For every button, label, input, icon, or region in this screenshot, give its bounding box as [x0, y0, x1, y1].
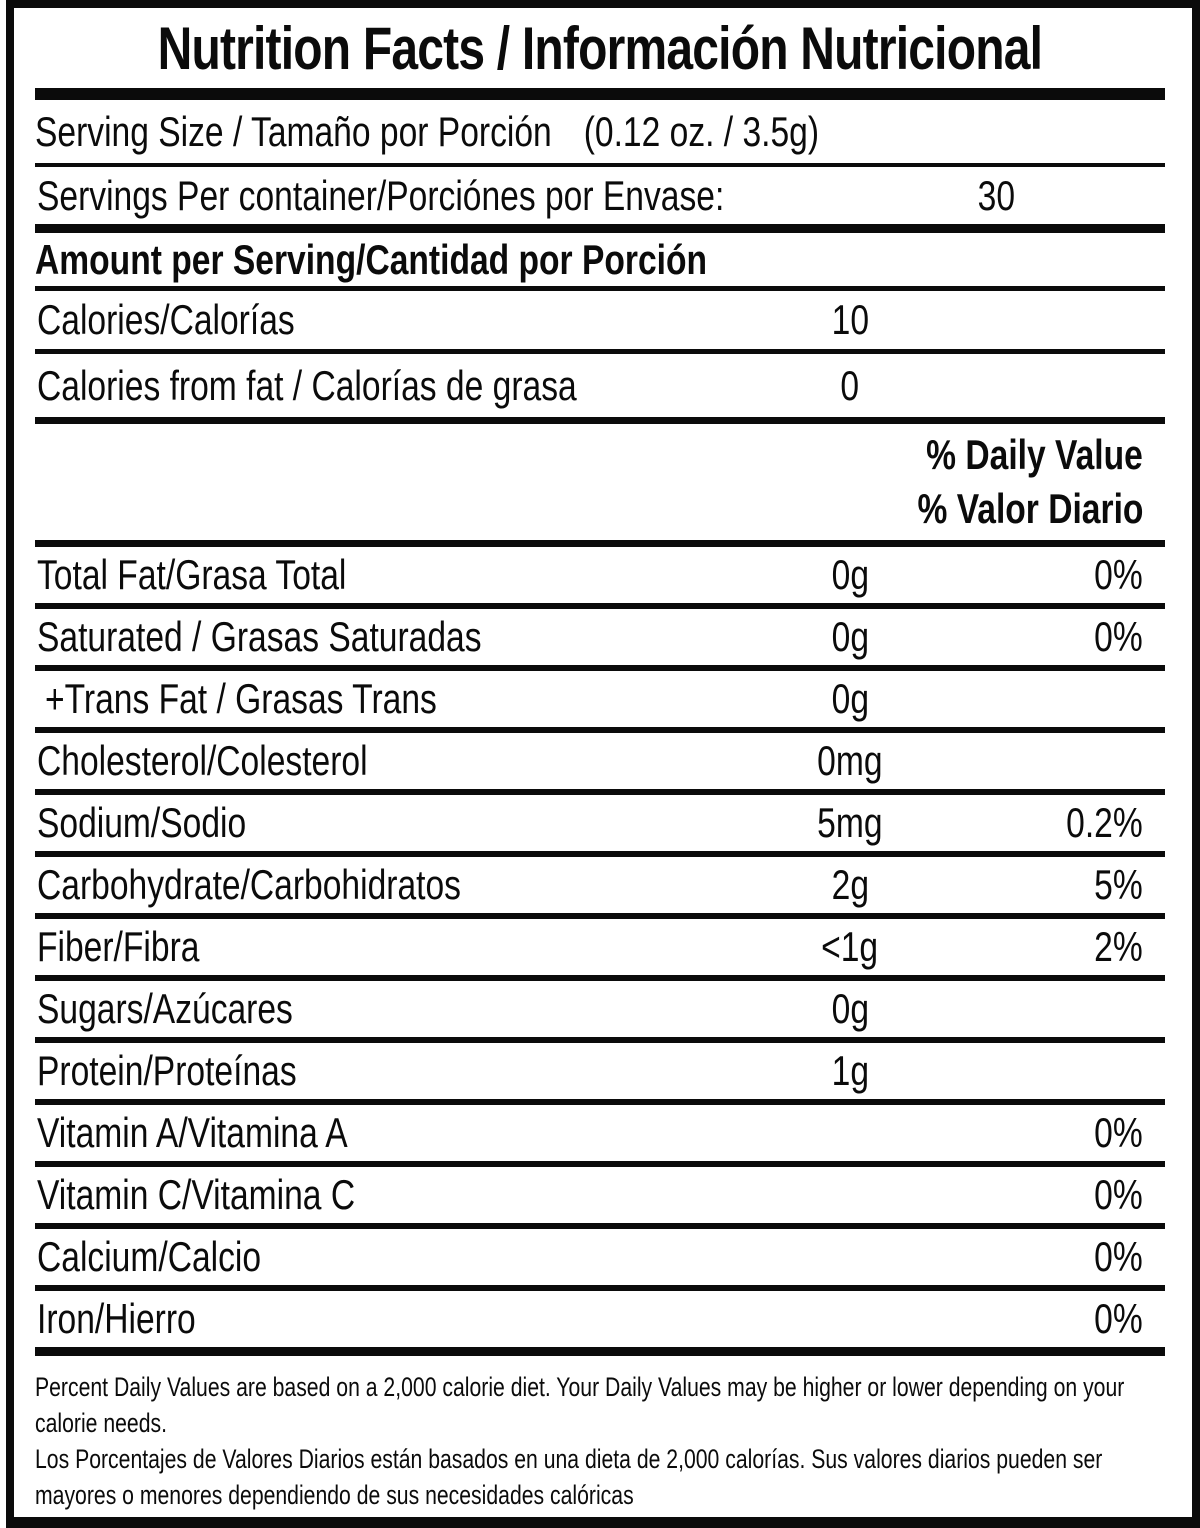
footer-divider-bar	[35, 1347, 1165, 1356]
nutrient-label: Sodium/Sodio	[37, 799, 247, 846]
nutrient-dv: 5%	[1094, 861, 1143, 908]
nutrient-row-carbohydrate	[35, 857, 1165, 913]
nutrient-label: Sugars/Azúcares	[37, 985, 293, 1032]
nutrient-row-trans-fat	[35, 671, 1165, 727]
nutrient-dv: 0%	[1094, 1295, 1143, 1342]
calories-from-fat-label: Calories from fat / Calorías de grasa	[37, 361, 577, 409]
daily-value-header-es: % Valor Diario	[917, 485, 1143, 533]
nutrient-dv: 0%	[1094, 1171, 1143, 1218]
nutrient-row-cholesterol	[35, 733, 1165, 789]
nutrient-dv: 2%	[1094, 923, 1143, 970]
nutrient-dv: 0%	[1094, 1233, 1143, 1280]
section-divider-bar	[35, 417, 1165, 424]
nutrient-amount: 0g	[831, 613, 869, 660]
nutrition-facts-label	[6, 0, 1200, 1528]
calories-from-fat-row	[35, 354, 1165, 417]
amount-per-serving-header: Amount per Serving/Cantidad por Porción	[35, 235, 708, 283]
nutrient-dv: 0%	[1094, 1109, 1143, 1156]
nutrient-amount: 0g	[831, 985, 869, 1032]
nutrient-label: Vitamin A/Vitamina A	[37, 1109, 348, 1156]
nutrient-amount: 0g	[831, 675, 869, 722]
nutrient-row-sugars	[35, 981, 1165, 1037]
nutrient-label: Calcium/Calcio	[37, 1233, 262, 1280]
nutrient-row-total-fat	[35, 547, 1165, 603]
serving-size-label: Serving Size / Tamaño por Porción	[35, 107, 552, 155]
nutrient-amount: 0mg	[817, 737, 883, 784]
nutrient-label: Total Fat/Grasa Total	[37, 551, 347, 598]
nutrient-amount: 2g	[831, 861, 869, 908]
nutrient-dv: 0%	[1094, 551, 1143, 598]
nutrient-row-protein	[35, 1043, 1165, 1099]
amount-per-serving-row	[35, 233, 1165, 286]
nutrient-dv: 0.2%	[1066, 799, 1143, 846]
nutrient-label: +Trans Fat / Grasas Trans	[45, 675, 437, 722]
nutrient-label: Carbohydrate/Carbohidratos	[37, 861, 461, 908]
nutrient-label: Iron/Hierro	[37, 1295, 196, 1342]
nutrient-label: Saturated / Grasas Saturadas	[37, 613, 482, 660]
nutrient-row-calcium	[35, 1229, 1165, 1285]
nutrient-row-iron	[35, 1291, 1165, 1347]
daily-value-header-en: % Daily Value	[926, 430, 1143, 478]
serving-size-row	[35, 100, 1165, 163]
serving-size-value: (0.12 oz. / 3.5g)	[583, 107, 820, 155]
calories-from-fat-value: 0	[840, 361, 860, 409]
section-divider-bar	[35, 224, 1165, 233]
servings-per-container-label: Servings Per container/Porciónes por Envase:	[37, 171, 725, 219]
label-header	[35, 8, 1165, 88]
section-divider-bar	[35, 540, 1165, 547]
nutrient-label: Fiber/Fibra	[37, 923, 200, 970]
footnote-en: Percent Daily Values are based on a 2,000 calorie diet. Your Daily Values may be higher or lower depending on your calorie needs.	[35, 1372, 1125, 1438]
nutrient-dv: 0%	[1094, 613, 1143, 660]
nutrient-amount: 1g	[831, 1047, 869, 1094]
servings-per-container-value: 30	[977, 171, 1015, 219]
nutrient-amount: <1g	[821, 923, 879, 970]
nutrient-amount: 5mg	[817, 799, 883, 846]
calories-label: Calories/Calorías	[37, 296, 295, 343]
nutrient-row-fiber	[35, 919, 1165, 975]
footnote	[35, 1356, 1165, 1517]
nutrient-amount: 0g	[831, 551, 869, 598]
calories-value: 10	[831, 296, 869, 343]
nutrient-row-vitamin-c	[35, 1167, 1165, 1223]
nutrient-label: Vitamin C/Vitamina C	[37, 1171, 356, 1218]
footnote-es: Los Porcentajes de Valores Diarios están basados en una dieta de 2,000 calorías. Sus valores diarios pueden ser mayores o menores dependiendo de sus necesidades calóricas	[35, 1444, 1103, 1510]
label-title: Nutrition Facts / Información Nutricional	[157, 14, 1043, 82]
nutrient-row-vitamin-a	[35, 1105, 1165, 1161]
nutrient-label: Protein/Proteínas	[37, 1047, 297, 1094]
nutrient-row-sodium	[35, 795, 1165, 851]
nutrient-label: Cholesterol/Colesterol	[37, 737, 368, 784]
title-divider-bar	[35, 88, 1165, 100]
daily-value-header	[35, 424, 1165, 540]
nutrient-row-saturated-fat	[35, 609, 1165, 665]
calories-row	[35, 291, 1165, 349]
servings-per-container-row	[35, 167, 1165, 224]
